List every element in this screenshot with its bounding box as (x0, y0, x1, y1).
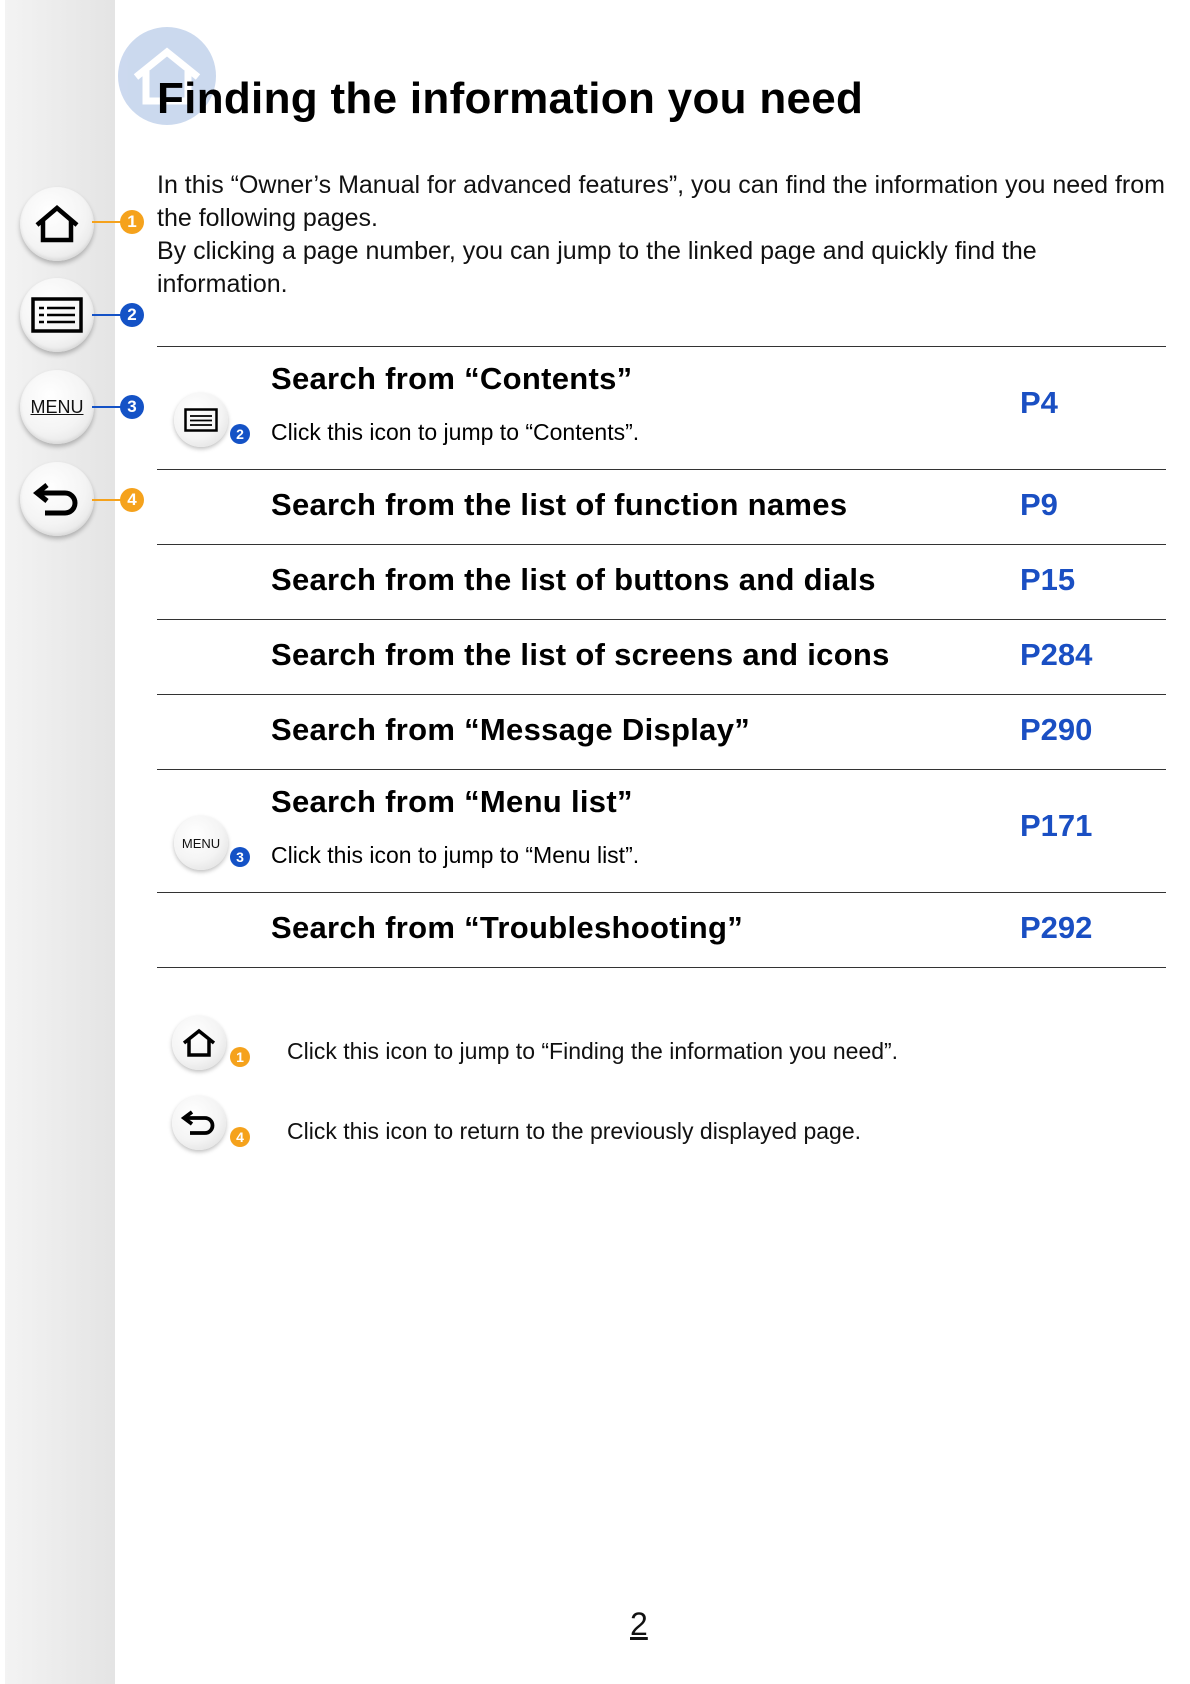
marker-4: 4 (230, 1127, 250, 1147)
row-heading: Search from the list of screens and icons (271, 637, 890, 672)
intro-text (157, 169, 1167, 301)
marker-2: 2 (230, 424, 250, 444)
table-row (157, 769, 1166, 892)
return-legend-button (172, 1096, 226, 1150)
return-icon (33, 479, 81, 519)
row-heading: Search from “Contents” (271, 361, 633, 396)
table-row (157, 619, 1166, 694)
page-number[interactable]: 2 (630, 1606, 648, 1642)
home-legend-button (172, 1016, 226, 1070)
row-heading: Search from “Menu list” (271, 784, 633, 819)
menu-button[interactable] (20, 370, 94, 444)
row-note: Click this icon to jump to “Contents”. (271, 419, 640, 445)
table-row (157, 892, 1166, 968)
marker-3: 3 (120, 395, 144, 419)
list-icon (184, 408, 218, 432)
table-row (157, 469, 1166, 544)
menu-label: MENU (181, 835, 221, 851)
home-icon (34, 204, 80, 244)
page-link[interactable]: P171 (1020, 808, 1093, 843)
page-title: Finding the information you need (157, 74, 864, 123)
intro-line-2: By clicking a page number, you can jump to the linked page and quickly find the information. (157, 237, 1037, 298)
row-note: Click this icon to jump to “Menu list”. (271, 842, 640, 868)
marker-2: 2 (120, 303, 144, 327)
legend-return-text: Click this icon to return to the previously displayed page. (287, 1118, 862, 1144)
page-link[interactable]: P290 (1020, 712, 1093, 747)
back-button[interactable] (20, 462, 94, 536)
table-row (157, 694, 1166, 769)
page-link[interactable]: P284 (1020, 637, 1093, 672)
home-icon (182, 1028, 216, 1058)
search-table (157, 346, 1166, 968)
page-link[interactable]: P292 (1020, 910, 1093, 945)
list-icon (31, 297, 83, 333)
table-row (157, 346, 1166, 469)
page-link[interactable]: P15 (1020, 562, 1076, 597)
row-heading: Search from “Message Display” (271, 712, 751, 747)
page-link[interactable]: P4 (1020, 385, 1058, 420)
menu-label: MENU (30, 396, 84, 417)
intro-line-1: In this “Owner’s Manual for advanced features”, you can find the information you need from the following pages. (157, 171, 1165, 232)
marker-3: 3 (230, 847, 250, 867)
legend-home-text: Click this icon to jump to “Finding the information you need”. (287, 1038, 899, 1064)
contents-button[interactable] (20, 278, 94, 352)
table-row (157, 544, 1166, 619)
row-heading: Search from the list of function names (271, 487, 848, 522)
marker-4: 4 (120, 488, 144, 512)
row-heading: Search from the list of buttons and dials (271, 562, 876, 597)
return-icon (181, 1108, 217, 1138)
page-link[interactable]: P9 (1020, 487, 1058, 522)
home-button[interactable] (20, 187, 94, 261)
row-heading: Search from “Troubleshooting” (271, 910, 744, 945)
marker-1: 1 (120, 210, 144, 234)
menu-mini-button (174, 816, 228, 870)
marker-1: 1 (230, 1047, 250, 1067)
contents-mini-button (174, 393, 228, 447)
